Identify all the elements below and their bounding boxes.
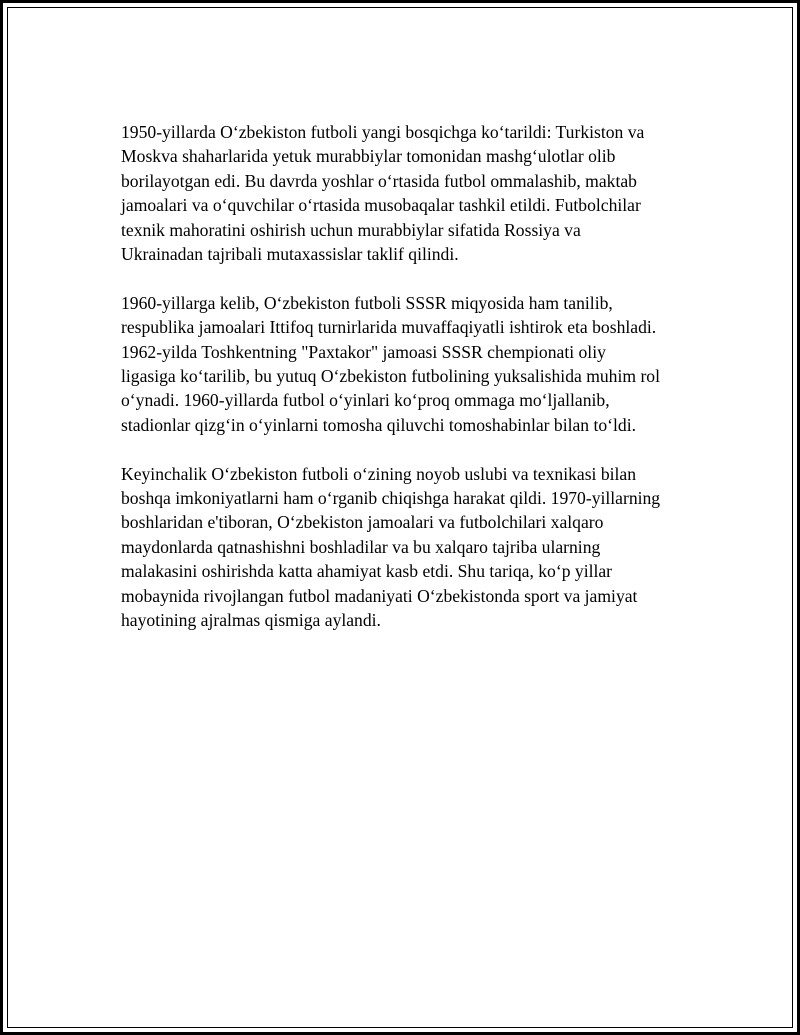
paragraph-later-years: Keyinchalik O‘zbekiston futboli o‘zining noyob uslubi va texnikasi bilan boshqa imkoniyatlarni ham o‘rganib chiqishga harakat qildi. 1970-yillarning boshlaridan e'tiboran, O‘zbekiston jamoalari va futbolchilari xalqaro maydonlarda qatnashishni boshladilar va bu xalqaro tajriba ularning malakasini oshirishda katta ahamiyat kasb etdi. Shu tariqa, ko‘p yillar mobaynida rivojlangan futbol madaniyati O‘zbekistonda sport va jamiyat hayotining ajralmas qismiga aylandi. [121,463,661,631]
document-body [121,120,691,657]
paragraph-1950s: 1950-yillarda O‘zbekiston futboli yangi bosqichga ko‘tarildi: Turkiston va Moskva shaharlarida yetuk murabbiylar tomonidan mashg‘ulotlar olib borilayotgan edi. Bu davrda yoshlar o‘rtasida futbol ommalashib, maktab jamoalari va o‘quvchilar o‘rtasida musobaqalar tashkil etildi. Futbolchilar texnik mahoratini oshirish uchun murabbiylar sifatida Rossiya va Ukrainadan tajribali mutaxassislar taklif qilindi. [121,122,645,265]
paragraph-1960s: 1960-yillarga kelib, O‘zbekiston futboli SSSR miqyosida ham tanilib, respublika jamoalari Ittifoq turnirlarida muvaffaqiyatli ishtirok eta boshladi. 1962-yilda Toshkentning "Paxtakor" jamoasi SSSR chempionati oliy ligasiga ko‘tarilib, bu yutuq O‘zbekiston futbolining yuksalishida muhim rol o‘ynadi. 1960-yillarda futbol o‘yinlari ko‘proq ommaga mo‘ljallanib, stadionlar qizg‘in o‘yinlarni tomosha qiluvchi tomoshabinlar bilan to‘ldi. [121,292,660,435]
